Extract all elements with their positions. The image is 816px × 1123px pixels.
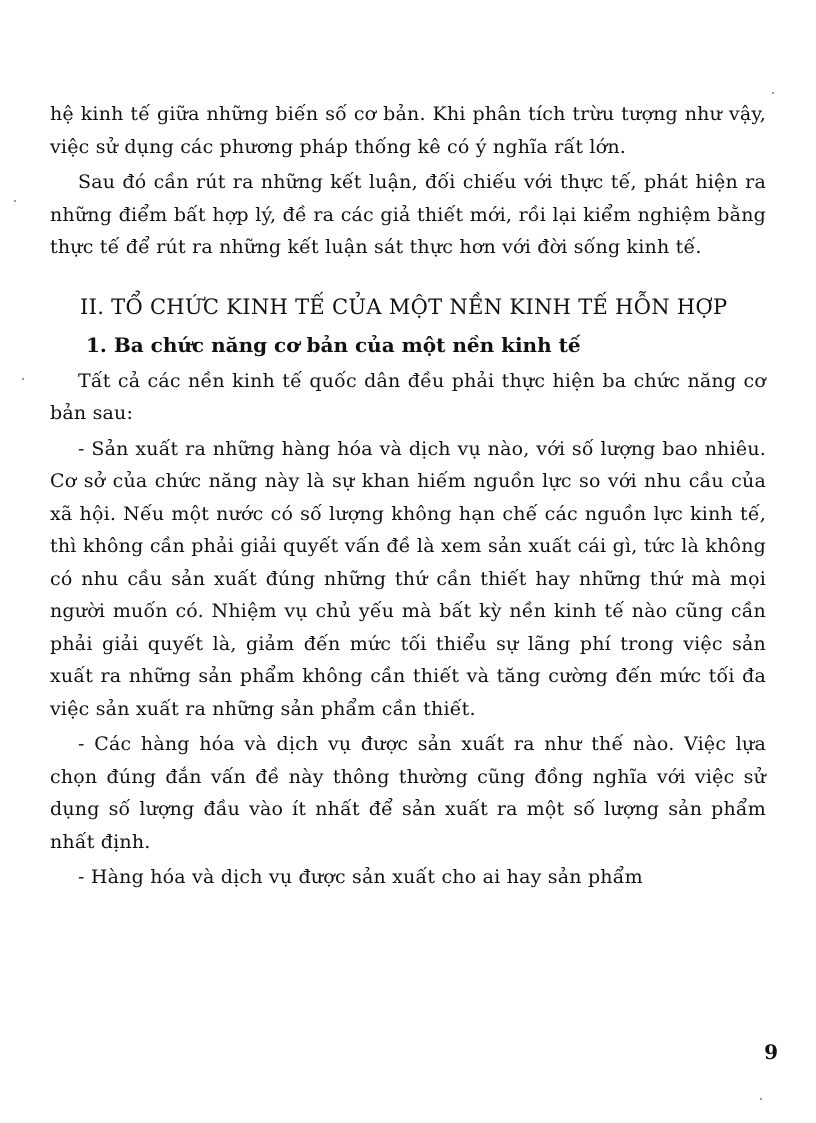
scan-speck: [760, 1098, 762, 1100]
list-item-how: - Các hàng hóa và dịch vụ được sản xuất ra như thế nào. Việc lựa chọn đúng đắn vấn đề này thông thường cũng đồng nghĩa với việc sử dụng số lượng đầu vào ít nhất để sản xuất ra một số lượng sản phẩm nhất định.: [50, 733, 766, 853]
scan-speck: [22, 378, 24, 380]
paragraph-conclusion: Sau đó cần rút ra những kết luận, đối chiếu với thực tế, phát hiện ra những điểm bất hợp lý, đề ra các giả thiết mới, rồi lại kiểm nghiệm bằng thực tế để rút ra những kết luận sát thực hơn với đời sống kinh tế.: [50, 171, 766, 258]
scan-speck: [772, 92, 774, 94]
scan-speck: [14, 200, 16, 202]
paragraph-intro: Tất cả các nền kinh tế quốc dân đều phải thực hiện ba chức năng cơ bản sau:: [50, 369, 766, 424]
page-content: [50, 98, 766, 894]
paragraph-continuation: hệ kinh tế giữa những biến số cơ bản. Khi phân tích trừu tượng như vậy, việc sử dụng các phương pháp thống kê có ý nghĩa rất lớn.: [50, 103, 766, 158]
page-number: 9: [764, 1040, 778, 1064]
section-heading: II. TỔ CHỨC KINH TẾ CỦA MỘT NỀN KINH TẾ HỖN HỢP: [80, 294, 728, 319]
subsection-heading: 1. Ba chức năng cơ bản của một nền kinh tế: [86, 332, 581, 357]
list-item-what: - Sản xuất ra những hàng hóa và dịch vụ nào, với số lượng bao nhiêu. Cơ sở của chức năng này là sự khan hiếm nguồn lực so với nhu cầu của xã hội. Nếu một nước có số lượng không hạn chế các nguồn lực kinh tế, thì không cần phải giải quyết vấn đề là xem sản xuất cái gì, tức là không có nhu cầu sản xuất đúng những thứ cần thiết hay những thứ mà mọi người muốn có. Nhiệm vụ chủ yếu mà bất kỳ nền kinh tế nào cũng cần phải giải quyết là, giảm đến mức tối thiểu sự lãng phí trong việc sản xuất ra những sản phẩm không cần thiết và tăng cường đến mức tối đa việc sản xuất ra những sản phẩm cần thiết.: [50, 437, 766, 720]
list-item-for-whom: - Hàng hóa và dịch vụ được sản xuất cho ai hay sản phẩm: [78, 866, 643, 888]
